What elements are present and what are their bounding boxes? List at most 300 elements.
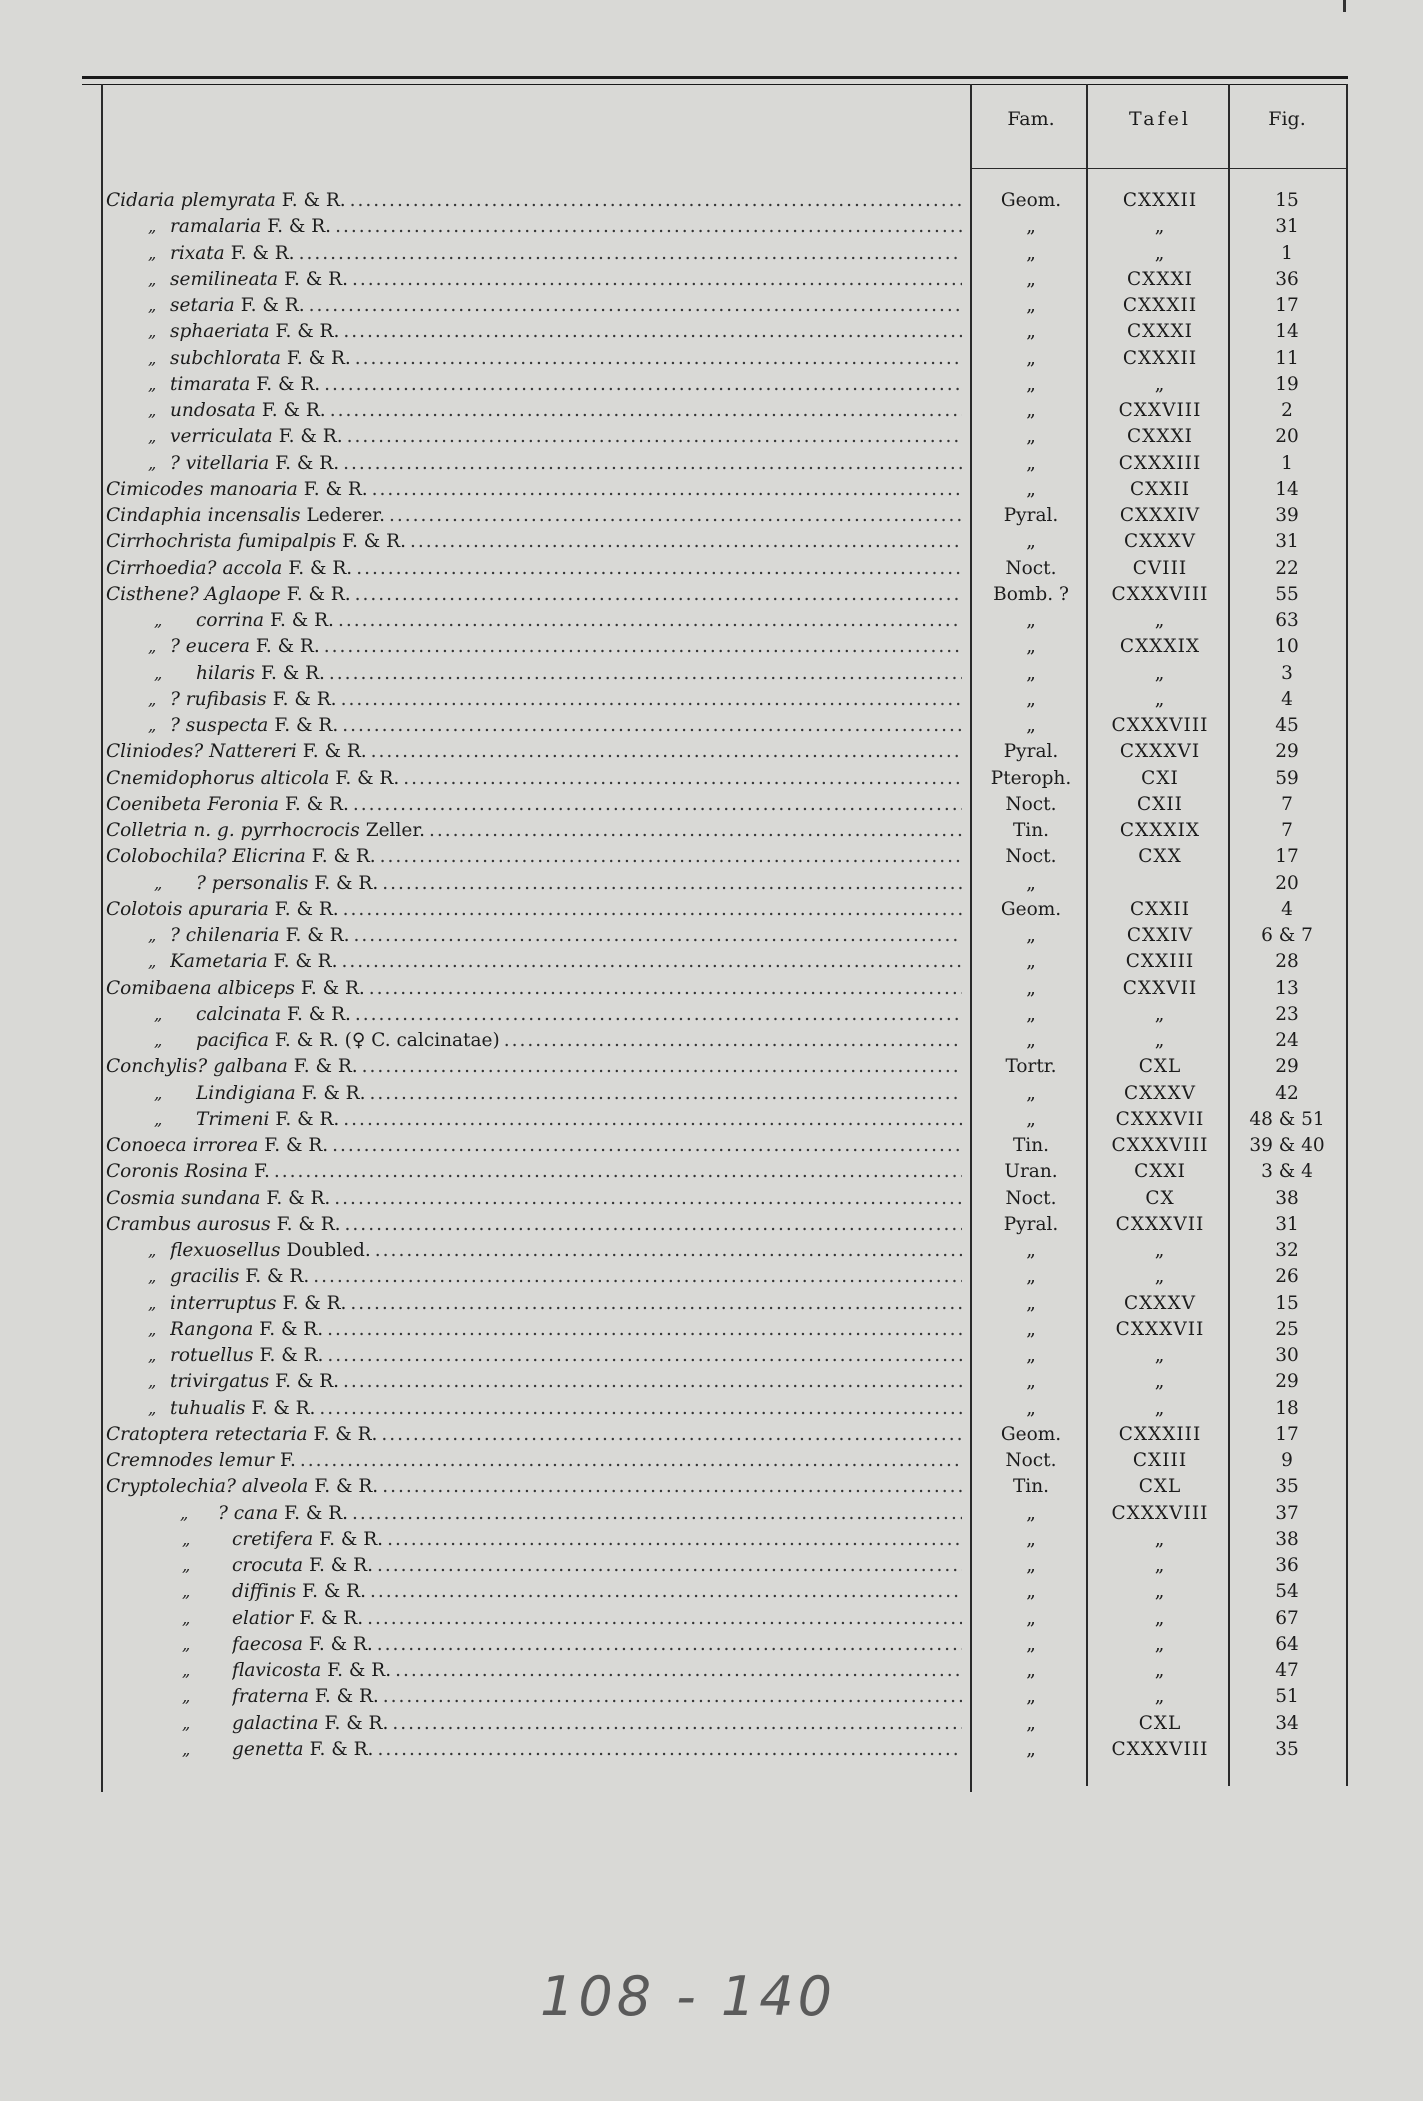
plate-cell: CXXXV: [1123, 1292, 1197, 1314]
header-tafel: Tafel: [1129, 108, 1191, 130]
table-row: [0, 319, 1423, 345]
figure-cell: 25: [1275, 1318, 1299, 1340]
figure-cell: 17: [1275, 295, 1299, 316]
table-row: [0, 923, 1423, 949]
species-name: alticola: [260, 767, 330, 789]
family-cell: „: [1026, 268, 1036, 290]
author-name: F. & R.: [314, 1476, 379, 1498]
table-row: [0, 241, 1423, 267]
table-row: [0, 792, 1423, 818]
figure-cell: 7: [1281, 820, 1293, 841]
plate-cell: „: [1154, 1397, 1166, 1419]
table-row: [0, 1448, 1423, 1474]
figure-cell: 36: [1275, 1555, 1299, 1576]
species-name: aurosus: [196, 1213, 271, 1235]
plate-cell: „: [1154, 1633, 1166, 1655]
table-row: [0, 1422, 1423, 1448]
genus-name: Cremnodes: [106, 1450, 213, 1471]
taxon-name: [106, 818, 962, 844]
author-name: F. & R.: [275, 1371, 339, 1393]
plate-cell: „: [1154, 216, 1166, 238]
author-name: Doubled.: [286, 1240, 371, 1261]
plate-cell: CXXVIII: [1118, 400, 1202, 421]
author-name: F. & R.: [302, 741, 367, 763]
plate-cell: CXXVII: [1122, 977, 1198, 999]
leader-dots: [338, 608, 962, 634]
table-row: [0, 1133, 1423, 1159]
genus-ditto-mark: „: [154, 1083, 163, 1103]
table-row: [0, 818, 1423, 844]
genus-ditto-mark: „: [154, 611, 163, 630]
genus-ditto-mark: „: [154, 1031, 163, 1050]
author-name: F. & R.: [327, 1660, 392, 1681]
plate-cell: CXXXIII: [1118, 1423, 1202, 1445]
header-fig: Fig.: [1268, 108, 1306, 130]
plate-cell: CXXXV: [1123, 1082, 1197, 1104]
figure-cell: 28: [1275, 951, 1299, 973]
table-row: [0, 188, 1423, 214]
figure-cell: 15: [1275, 190, 1299, 211]
table-row: [0, 1081, 1423, 1107]
table-row: [0, 451, 1423, 477]
genus-ditto-mark: „: [148, 716, 157, 735]
genus-ditto-mark: „: [182, 1529, 191, 1549]
figure-cell: 38: [1275, 1528, 1299, 1550]
figure-cell: 54: [1275, 1581, 1299, 1603]
figure-cell: 39: [1275, 505, 1299, 526]
plate-cell: CXXXVIII: [1111, 1738, 1209, 1760]
author-name: F. & R. (♀ C. calcinatae): [274, 1030, 500, 1051]
figure-cell: 26: [1275, 1266, 1299, 1288]
genus-name: Comibaena: [106, 977, 212, 999]
table-row: [0, 398, 1423, 424]
species-name: verriculata: [170, 426, 273, 448]
leader-dots: [383, 1684, 962, 1710]
genus-ditto-mark: „: [148, 1267, 157, 1287]
genus-ditto-mark: „: [148, 952, 157, 972]
author-name: F.: [254, 1161, 270, 1183]
figure-cell: 13: [1275, 977, 1299, 999]
author-name: F. & R.: [256, 373, 321, 395]
figure-cell: 59: [1275, 767, 1299, 789]
species-name: manoaria: [209, 478, 298, 500]
species-name: ? suspecta: [170, 715, 269, 736]
plate-cell: CXXIV: [1126, 925, 1194, 946]
genus-ditto-mark: „: [148, 453, 157, 473]
genus-ditto-mark: „: [154, 1004, 163, 1024]
author-name: F. & R.: [278, 426, 343, 448]
taxon-name: [170, 267, 962, 293]
plate-cell: „: [1154, 1240, 1166, 1261]
author-name: F. & R.: [303, 478, 368, 500]
leader-dots: [332, 1133, 962, 1159]
species-name: ? personalis: [196, 872, 309, 894]
leader-dots: [319, 1396, 962, 1422]
table-top-rule: [82, 76, 1348, 79]
genus-ditto-mark: „: [182, 1713, 191, 1733]
plate-cell: CXXI: [1134, 1161, 1186, 1183]
table-row: [0, 1028, 1423, 1054]
family-cell: Noct.: [1005, 793, 1057, 815]
species-name: corrina: [196, 610, 265, 631]
author-name: F. & R.: [259, 1345, 324, 1366]
leader-dots: [392, 1711, 962, 1737]
family-cell: Uran.: [1004, 1161, 1058, 1183]
family-cell: Noct.: [1005, 1187, 1057, 1209]
family-cell: Geom.: [1000, 898, 1062, 920]
family-cell: „: [1026, 1030, 1036, 1051]
plate-cell: „: [1154, 610, 1166, 631]
author-name: F. & R.: [281, 190, 346, 211]
species-name: subchlorata: [170, 347, 281, 369]
taxon-name: [170, 1396, 962, 1422]
species-name: flavicosta: [232, 1660, 322, 1681]
species-name: ? cana: [218, 1502, 279, 1524]
table-row: [0, 1343, 1423, 1369]
figure-cell: 39 & 40: [1249, 1135, 1325, 1156]
author-name: F. & R.: [266, 1187, 331, 1209]
leader-dots: [353, 792, 962, 818]
taxon-name: [170, 1238, 962, 1264]
plate-cell: „: [1154, 1345, 1166, 1366]
leader-dots: [309, 293, 962, 319]
table-row: [0, 1658, 1423, 1684]
author-name: F. & R.: [309, 1738, 374, 1760]
genus-ditto-mark: „: [148, 427, 157, 447]
figure-cell: 4: [1281, 898, 1293, 920]
figure-cell: 47: [1275, 1660, 1299, 1681]
table-row: [0, 661, 1423, 687]
author-name: F. & R.: [276, 1213, 341, 1235]
plate-cell: CXXXV: [1123, 531, 1197, 553]
taxon-name: [232, 1632, 962, 1658]
genus-name: Cnemidophorus: [106, 767, 255, 789]
species-name: sundana: [181, 1187, 261, 1209]
species-name: calcinata: [196, 1003, 281, 1025]
author-name: F. & R.: [313, 1423, 378, 1445]
taxon-name: [170, 1317, 962, 1343]
family-cell: „: [1026, 295, 1036, 316]
family-cell: Noct.: [1005, 846, 1057, 868]
figure-cell: 29: [1275, 1056, 1299, 1078]
genus-name: Conchylis?: [106, 1056, 208, 1078]
figure-cell: 14: [1275, 321, 1299, 343]
species-name: retectaria: [214, 1423, 308, 1445]
table-row: [0, 1369, 1423, 1395]
plate-cell: „: [1154, 688, 1166, 710]
genus-ditto-mark: „: [154, 663, 163, 683]
plate-cell: CXXXVII: [1115, 1213, 1205, 1235]
figure-cell: 35: [1275, 1738, 1299, 1760]
plate-cell: „: [1154, 1555, 1166, 1576]
family-cell: Tortr.: [1005, 1056, 1057, 1078]
family-cell: Pyral.: [1003, 1213, 1059, 1235]
figure-cell: 64: [1275, 1633, 1299, 1655]
family-cell: „: [1026, 1581, 1036, 1603]
author-name: F. & R.: [288, 557, 353, 579]
table-row: [0, 372, 1423, 398]
author-name: F. & R.: [255, 636, 320, 658]
leader-dots: [352, 1501, 962, 1527]
table-row: [0, 844, 1423, 870]
author-name: F. & R.: [267, 216, 332, 238]
leader-dots: [387, 1527, 962, 1553]
family-cell: „: [1026, 400, 1036, 421]
taxon-name: [196, 1002, 962, 1028]
genus-ditto-mark: „: [148, 1319, 157, 1339]
table-row: [0, 1317, 1423, 1343]
leader-dots: [341, 687, 962, 713]
page-corner-mark: [1343, 0, 1346, 12]
genus-name: Cirrhoedia?: [106, 557, 217, 579]
table-row: [0, 608, 1423, 634]
figure-cell: 38: [1275, 1187, 1299, 1209]
plate-cell: CXXXI: [1127, 426, 1193, 448]
table-row: [0, 739, 1423, 765]
table-row: [0, 1606, 1423, 1632]
leader-dots: [341, 949, 962, 975]
table-row: [0, 1396, 1423, 1422]
author-name: F. & R.: [342, 531, 406, 553]
genus-ditto-mark: „: [148, 1293, 157, 1313]
species-name: n. g. pyrrhocrocis: [193, 820, 360, 841]
author-name: F. & R.: [270, 610, 334, 631]
figure-cell: 30: [1275, 1345, 1299, 1366]
header-fam: Fam.: [1007, 108, 1055, 130]
taxon-name: [106, 582, 962, 608]
taxon-name: [106, 739, 962, 765]
genus-name: Cindaphia: [106, 505, 202, 526]
figure-cell: 3: [1281, 662, 1293, 684]
figure-cell: 36: [1275, 268, 1299, 290]
family-cell: Noct.: [1005, 1450, 1057, 1471]
family-cell: „: [1026, 1371, 1036, 1393]
species-name: tuhualis: [170, 1397, 246, 1419]
genus-ditto-mark: „: [148, 322, 157, 342]
species-name: irrorea: [192, 1135, 259, 1156]
species-name: plemyrata: [180, 190, 276, 211]
plate-cell: CXIII: [1132, 1450, 1188, 1471]
species-name: pacifica: [196, 1030, 269, 1051]
leader-dots: [345, 1212, 962, 1238]
leader-dots: [343, 451, 962, 477]
taxon-name: [232, 1606, 962, 1632]
genus-name: Cisthene?: [106, 583, 199, 605]
author-name: F. & R.: [308, 1633, 373, 1655]
species-name: crocuta: [232, 1555, 304, 1576]
figure-cell: 67: [1275, 1607, 1299, 1629]
figure-cell: 63: [1275, 610, 1299, 631]
species-name: trivirgatus: [170, 1371, 270, 1393]
family-cell: „: [1026, 1397, 1036, 1419]
author-name: F. & R.: [311, 846, 376, 868]
figure-cell: 17: [1275, 846, 1299, 868]
plate-cell: CXXXII: [1122, 190, 1198, 211]
species-name: alveola: [241, 1476, 309, 1498]
genus-ditto-mark: „: [154, 1109, 163, 1129]
species-name: lemur: [218, 1450, 274, 1471]
taxon-name: [232, 1658, 962, 1684]
family-cell: Noct.: [1005, 557, 1057, 579]
family-cell: „: [1026, 531, 1036, 553]
plate-cell: „: [1154, 242, 1166, 264]
genus-name: Coronis: [106, 1161, 179, 1183]
family-cell: Geom.: [1000, 190, 1062, 211]
genus-ditto-mark: „: [180, 1503, 189, 1523]
table-row: [0, 1212, 1423, 1238]
species-name: ? vitellaria: [170, 452, 270, 474]
table-row: [0, 424, 1423, 450]
plate-cell: CXXXIX: [1119, 636, 1201, 658]
taxon-name: [170, 424, 962, 450]
author-name: F. & R.: [274, 715, 339, 736]
leader-dots: [324, 634, 962, 660]
plate-cell: „: [1154, 1371, 1166, 1393]
leader-dots: [362, 1054, 962, 1080]
species-name: genetta: [232, 1738, 304, 1760]
species-name: Kametaria: [170, 951, 268, 973]
leader-dots: [410, 529, 962, 555]
plate-cell: CXXXI: [1127, 268, 1193, 290]
species-name: ? rufibasis: [170, 688, 267, 710]
table-row: [0, 1002, 1423, 1028]
table-row: [0, 1474, 1423, 1500]
species-name: Rosina: [184, 1161, 249, 1183]
figure-cell: 42: [1275, 1082, 1299, 1104]
taxon-name: [196, 1107, 962, 1133]
family-cell: „: [1026, 636, 1036, 658]
leader-dots: [353, 923, 962, 949]
author-name: F. & R.: [245, 1266, 310, 1288]
leader-dots: [329, 661, 962, 687]
taxon-name: [170, 293, 962, 319]
family-cell: „: [1026, 1502, 1036, 1524]
plate-cell: „: [1154, 1660, 1166, 1681]
plate-cell: CXI: [1141, 767, 1179, 789]
table-row: [0, 976, 1423, 1002]
author-name: F. & R.: [286, 583, 351, 605]
figure-cell: 35: [1275, 1476, 1299, 1498]
leader-dots: [381, 1422, 962, 1448]
plate-cell: „: [1154, 1266, 1166, 1288]
figure-cell: 11: [1275, 347, 1299, 369]
table-row: [0, 1159, 1423, 1185]
genus-ditto-mark: „: [182, 1739, 191, 1759]
taxon-name: [232, 1553, 962, 1579]
leader-dots: [367, 1606, 962, 1632]
taxon-name: [106, 1474, 962, 1500]
taxon-name: [170, 687, 962, 713]
author-name: F. & R.: [314, 872, 379, 894]
leader-dots: [350, 188, 962, 214]
genus-ditto-mark: „: [148, 269, 157, 289]
taxon-name: [232, 1737, 962, 1763]
plate-cell: CXL: [1138, 1476, 1182, 1498]
family-cell: „: [1026, 1660, 1036, 1681]
table-row: [0, 1579, 1423, 1605]
figure-cell: 6 & 7: [1261, 925, 1313, 946]
taxon-name: [170, 1264, 962, 1290]
author-name: F. & R.: [272, 688, 337, 710]
taxon-name: [106, 1448, 962, 1474]
taxon-name: [106, 844, 962, 870]
species-name: rotuellus: [170, 1345, 254, 1366]
figure-cell: 20: [1275, 426, 1299, 448]
plate-cell: „: [1154, 1686, 1166, 1708]
author-name: F. & R.: [301, 1082, 366, 1104]
species-name: sphaeriata: [170, 321, 270, 343]
table-row: [0, 1291, 1423, 1317]
genus-name: Conoeca: [106, 1135, 187, 1156]
figure-cell: 31: [1275, 1213, 1299, 1235]
author-name: F. & R.: [274, 898, 339, 920]
plate-cell: CXXXVII: [1115, 1108, 1205, 1130]
leader-dots: [504, 1028, 962, 1054]
author-name: F. & R.: [285, 925, 350, 946]
leader-dots: [380, 844, 962, 870]
author-name: F. & R.: [282, 1292, 347, 1314]
family-cell: „: [1026, 1345, 1036, 1366]
family-cell: „: [1026, 1082, 1036, 1104]
plate-cell: CXXII: [1129, 898, 1191, 920]
header-bottom-rule: [970, 168, 1346, 169]
species-name: incensalis: [207, 505, 301, 526]
species-name: cretifera: [232, 1528, 314, 1550]
genus-ditto-mark: „: [148, 1241, 157, 1260]
figure-cell: 48 & 51: [1249, 1108, 1325, 1130]
leader-dots: [327, 1317, 962, 1343]
figure-cell: 17: [1275, 1423, 1299, 1445]
family-cell: „: [1026, 478, 1036, 500]
genus-name: Cimicodes: [106, 478, 204, 500]
taxon-name: [106, 766, 962, 792]
genus-name: Cosmia: [106, 1187, 176, 1209]
genus-ditto-mark: „: [182, 1661, 191, 1680]
author-name: F. & R.: [230, 242, 295, 264]
table-row: [0, 1632, 1423, 1658]
species-name: rixata: [170, 242, 225, 264]
author-name: Lederer.: [306, 505, 385, 526]
figure-cell: 31: [1275, 531, 1299, 553]
table-row: [0, 477, 1423, 503]
species-name: timarata: [170, 373, 251, 395]
plate-cell: CXII: [1137, 793, 1183, 815]
author-name: F. & R.: [273, 951, 338, 973]
species-name: gracilis: [170, 1266, 240, 1288]
family-cell: Bomb. ?: [993, 583, 1069, 605]
taxon-name: [106, 477, 962, 503]
family-cell: „: [1026, 242, 1036, 264]
species-name: undosata: [170, 400, 256, 421]
species-name: Nattereri: [209, 741, 297, 763]
author-name: F. & R.: [335, 767, 400, 789]
family-cell: „: [1026, 1555, 1036, 1576]
author-name: F. & R.: [299, 1607, 364, 1629]
table-row: [0, 1527, 1423, 1553]
figure-cell: 51: [1275, 1686, 1299, 1708]
figure-cell: 23: [1275, 1003, 1299, 1025]
plate-cell: CXXXIV: [1119, 505, 1201, 526]
taxon-name: [170, 319, 962, 345]
taxon-name: [170, 713, 962, 739]
table-row: [0, 556, 1423, 582]
leader-dots: [343, 1369, 962, 1395]
plate-cell: CXX: [1138, 846, 1182, 868]
author-name: F. & R.: [284, 1502, 349, 1524]
family-cell: „: [1026, 1108, 1036, 1130]
figure-cell: 1: [1281, 242, 1293, 264]
genus-ditto-mark: „: [148, 1346, 157, 1365]
